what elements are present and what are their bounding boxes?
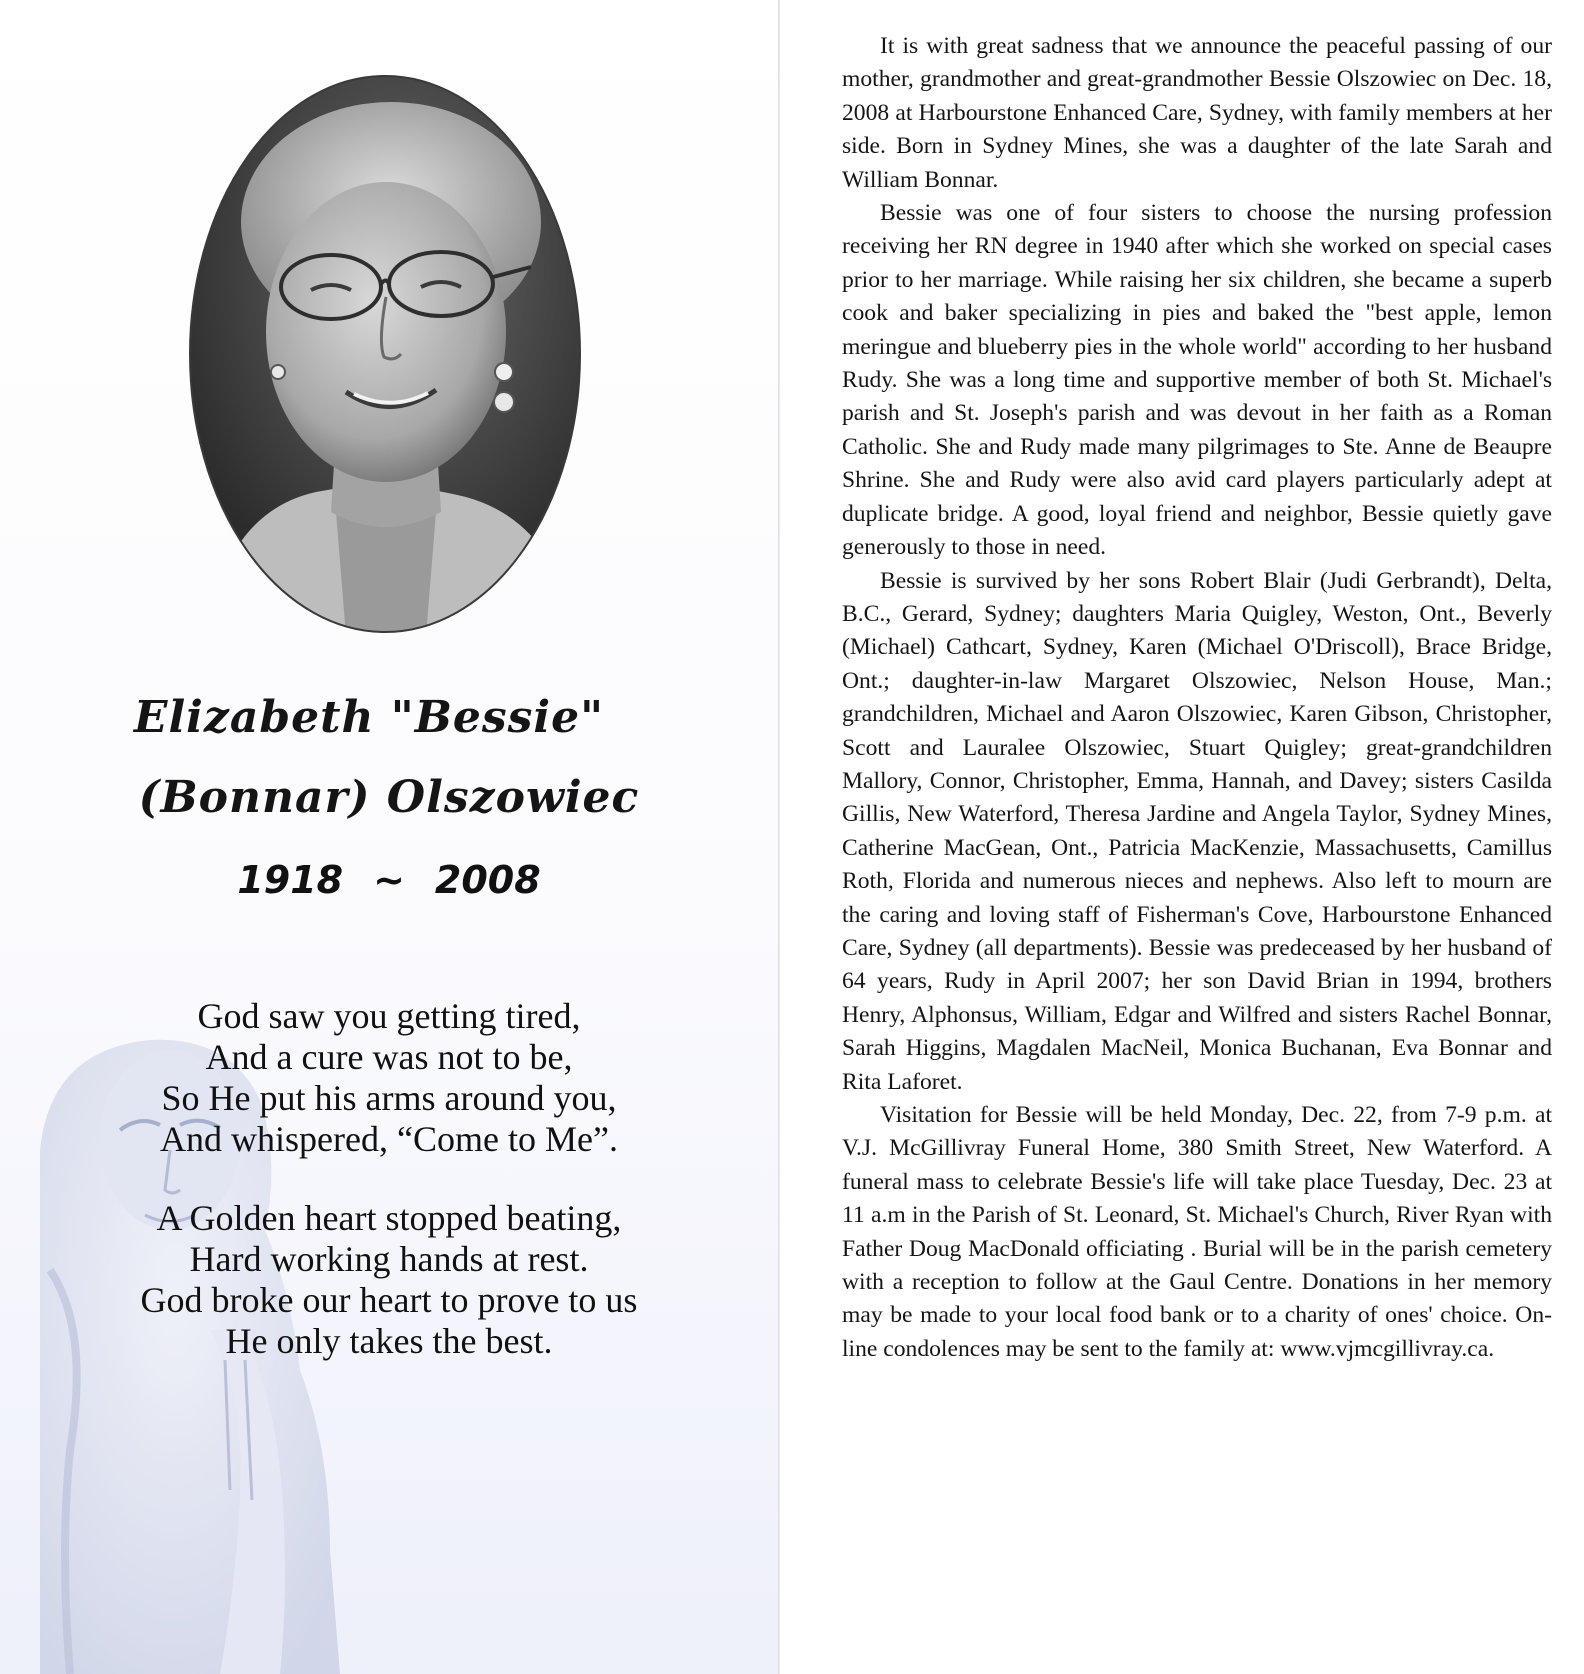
poem-stanza-2 xyxy=(0,1198,778,1362)
obituary-paragraph-life: Bessie was one of four sisters to choose the nursing profession receiving her RN degree in 1940 after which she worked on special cases prior to her marriage. While raising her six children, she became a superb cook and baker specializing in pies and baked the "best apple, lemon meringue and blueberry pies in the whole world" according to her husband Rudy. She was a long time and supportive member of both St. Michael's parish and St. Joseph's parish and was devout in her faith as a Roman Catholic. She and Rudy made many pilgrimages to Ste. Anne de Beaupre Shrine. She and Rudy were also avid card players particularly adept at duplicate bridge. A good, loyal friend and neighbor, Bessie quietly gave generously to those in need. xyxy=(842,200,1552,561)
portrait-photo xyxy=(186,72,584,636)
death-year: 2008 xyxy=(434,858,541,902)
poem-line: A Golden heart stopped beating, xyxy=(156,1198,622,1238)
poem-line: God saw you getting tired, xyxy=(197,996,581,1036)
poem-line: And a cure was not to be, xyxy=(205,1037,573,1077)
poem-line: He only takes the best. xyxy=(225,1321,553,1361)
poem-line: So He put his arms around you, xyxy=(161,1078,617,1118)
year-separator: ~ xyxy=(373,858,405,902)
deceased-name-line-1: Elizabeth "Bessie" xyxy=(133,692,605,743)
poem-line: And whispered, “Come to Me”. xyxy=(160,1119,618,1159)
life-years xyxy=(0,858,778,902)
obituary-text xyxy=(842,30,1552,1366)
poem-line: Hard working hands at rest. xyxy=(189,1239,589,1279)
obituary-paragraph-announcement: It is with great sadness that we announce the peaceful passing of our mother, grandmother and great-grandmother Bessie Olszowiec on Dec. 18, 2008 at Harbourstone Enhanced Care, Sydney, with family members at her side. Born in Sydney Mines, she was a daughter of the late Sarah and William Bonnar. xyxy=(842,33,1552,193)
birth-year: 1918 xyxy=(237,858,344,902)
poem-line: God broke our heart to prove to us xyxy=(140,1280,638,1320)
poem-stanza-1 xyxy=(0,996,778,1160)
memorial-obituary-panel xyxy=(780,0,1584,1674)
memorial-front-panel xyxy=(0,0,778,1674)
obituary-paragraph-arrangements: Visitation for Bessie will be held Monday, Dec. 22, from 7-9 p.m. at V.J. McGillivray Funeral Home, 380 Smith Street, New Waterford. A funeral mass to celebrate Bessie's life will take place Tuesday, Dec. 23 at 11 a.m in the Parish of St. Leonard, St. Michael's Church, River Ryan with Father Doug MacDonald officiating . Burial will be in the parish cemetery with a reception to follow at the Gaul Centre. Donations in her memory may be made to your local food bank or to a charity of ones' choice. On-line condolences may be sent to the family at: www.vjmcgillivray.ca. xyxy=(842,1102,1552,1362)
obituary-paragraph-survivors: Bessie is survived by her sons Robert Blair (Judi Gerbrandt), Delta, B.C., Gerard, Sydney; daughters Maria Quigley, Weston, Ont., Beverly (Michael) Cathcart, Sydney, Karen (Michael O'Driscoll), Brace Bridge, Ont.; daughter-in-law Margaret Olszowiec, Nelson House, Man.; grandchildren, Michael and Aaron Olszowiec, Karen Gibson, Christopher, Scott and Lauralee Olszowiec, Stuart Quigley; great-grandchildren Mallory, Connor, Christopher, Emma, Hannah, and Davey; sisters Casilda Gillis, New Waterford, Theresa Jardine and Angela Taylor, Sydney Mines, Catherine MacGean, Ont., Patricia MacKenzie, Massachusetts, Camillus Roth, Florida and numerous nieces and nephews. Also left to mourn are the caring and loving staff of Fisherman's Cove, Harbourstone Enhanced Care, Sydney (all departments). Bessie was predeceased by her husband of 64 years, Rudy in April 2007; her son David Brian in 1994, brothers Henry, Alphonsus, William, Edgar and Wilfred and sisters Rachel Bonnar, Sarah Higgins, Magdalen MacNeil, Monica Buchanan, Eva Bonnar and Rita Laforet. xyxy=(842,567,1552,1095)
deceased-name-line-2: (Bonnar) Olszowiec xyxy=(138,772,640,823)
